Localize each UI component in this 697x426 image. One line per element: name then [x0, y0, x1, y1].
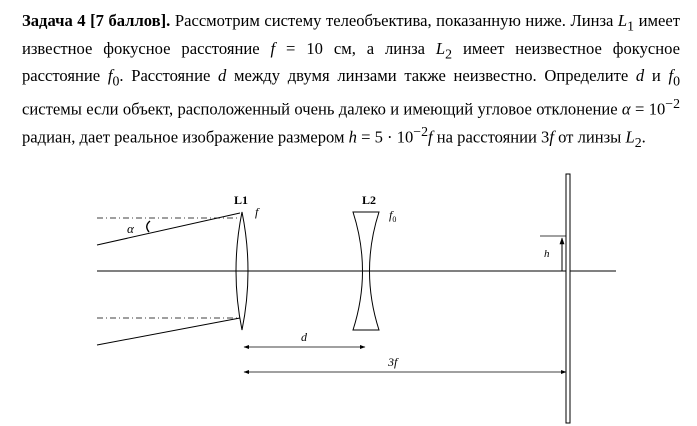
d-label: d — [301, 330, 307, 344]
lens-L1-label: L1 — [234, 193, 249, 207]
ray-top-inclined — [97, 213, 240, 245]
alpha-arc — [147, 221, 150, 232]
screen — [566, 174, 570, 423]
threef-label: 3f — [388, 355, 398, 369]
lens-L2-label: L2 — [362, 193, 377, 207]
problem-text: Задача 4 [7 баллов]. Рассмотрим систему телеобъектива, показанную ниже. Линза $L_1$ имеет известное фокусное расстояние f = 10 см, а линза $L_2$ имеет неизвестное фокусное расстояние $f_0$. Расстояние d между двумя линзами также неизвестно. Определите d и $f_0$ системы если объект, расположенный очень далеко и имеющий угловое отклонение $\alpha = 10^{-2}$ радиан, дает реальное изображение размером $h = 5 \cdot 10^{-2}f$ на расстоянии 3f от линзы $L_2$. — [22, 11, 681, 150]
lens-L1-focal: f — [255, 205, 259, 219]
ray-bottom-inclined — [97, 318, 240, 345]
problem-heading: Задача 4 [7 баллов]. — [22, 11, 171, 30]
h-label: h — [544, 248, 550, 260]
lens-L2-focal: $f_0$ — [389, 208, 397, 224]
sentence-1: Рассмотрим систему телеобъектива, показанную ниже. — [174, 11, 566, 30]
alpha-label: α — [127, 221, 134, 236]
